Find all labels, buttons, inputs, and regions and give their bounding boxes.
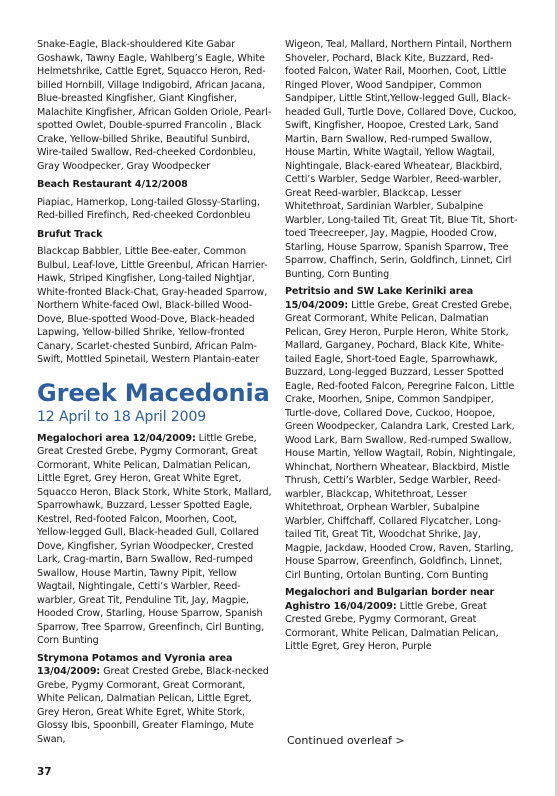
beach-restaurant-heading: Beach Restaurant 4/12/2008	[37, 179, 188, 190]
megalochori-border-heading: Megalochori and Bulgarian border near Aghistro 16/04/2009:	[285, 587, 495, 612]
continued-overleaf-note: Continued overleaf >	[287, 734, 405, 747]
beach-restaurant-species-list: Piapiac, Hamerkop, Long-tailed Glossy-Starling, Red-billed Firefinch, Red-cheeked Cordonbleu	[37, 196, 260, 221]
section-title: Greek Macedonia	[37, 378, 270, 407]
megalochori-species-list: Little Grebe, Great Crested Grebe, Pygmy Cormorant, Great Cormorant, White Pelican, Dalmatian Pelican, Little Egret, Grey Heron, Great White Egret, Squacco Heron, Black Stork, White Stork, Mallard, Sparrowhawk, Buzzard, Lesser Spotted Eagle, Kestrel, Red-footed Falcon, Moorhen, Coot, Yellow-legged Gull, Black-headed Gull, Collared Dove, Kingfisher, Syrian Woodpecker, Crested Lark, Crag-martin, Barn Swallow, Red-rumped Swallow, House Martin, Tawny Pipit, Yellow Wagtail, Nightingale, Cetti’s Warbler, Reed-warbler, Great Tit, Penduline Tit, Jay, Magpie, Hooded Crow, Starling, House Sparrow, Spanish Sparrow, Tree Sparrow, Greenfinch, Cirl Bunting, Corn Bunting	[37, 432, 272, 646]
left-column	[37, 38, 272, 746]
strymona-species-list: Great Crested Grebe, Black-necked Grebe, Pygmy Cormorant, Great Cormorant, White Pelican, Dalmatian Pelican, Little Egret, Grey Heron, Great White Egret, White Stork, Glossy Ibis, Spoonbill, Greater Flamingo, Mute Swan,	[37, 666, 269, 745]
right-column	[285, 38, 520, 654]
petritsio-heading: Petritsio and SW Lake Keriniki area 15/04/2009:	[285, 286, 474, 311]
petritsio-entry	[285, 285, 520, 582]
continuation-species-list: Wigeon, Teal, Mallard, Northern Pintail, Northern Shoveler, Pochard, Black Kite, Buzzard, Red-footed Falcon, Water Rail, Moorhen, Coot, Little Ringed Plover, Wood Sandpiper, Common Sandpiper, Little Stint,Yellow-legged Gull, Black-headed Gull, Turtle Dove, Collared Dove, Cuckoo, Swift, Kingfisher, Hoopoe, Crested Lark, Sand Martin, Barn Swallow, Red-rumped Swallow, House Martin, White Wagtail, Yellow Wagtail, Nightingale, Black-eared Wheatear, Blackbird, Cetti’s Warbler, Sedge Warbler, Reed-warbler, Great Reed-warbler, Blackcap, Lesser Whitethroat, Sardinian Warbler, Subalpine Warbler, Long-tailed Tit, Great Tit, Blue Tit, Short-toed Treecreeper, Jay, Magpie, Hooded Crow, Starling, House Sparrow, Spanish Sparrow, Tree Sparrow, Chaffinch, Serin, Goldfinch, Linnet, Cirl Bunting, Corn Bunting	[285, 39, 518, 280]
brufut-track-species-list: Blackcap Babbler, Little Bee-eater, Common Bulbul, Leaf-love, Little Greenbul, African Harrier-Hawk, Striped Kingfisher, Long-tailed Nightjar, White-fronted Black-Chat, Gray-headed Sparrow, Northern White-faced Owl, Black-billed Wood-Dove, Blue-spotted Wood-Dove, Black-headed Lapwing, Yellow-billed Shrike, Yellow-fronted Canary, Scarlet-chested Sunbird, African Palm-Swift, Mottled Spinetail, Western Plantain-eater	[37, 246, 268, 365]
strymona-heading: Strymona Potamos and Vyronia area 13/04/2009:	[37, 652, 233, 677]
intro-species-list: Snake-Eagle, Black-shouldered Kite Gabar Goshawk, Tawny Eagle, Wahlberg’s Eagle, White Helmetshrike, Cattle Egret, Squacco Heron, Red-billed Hornbill, Village Indigobird, African Jacana, Blue-breasted Kingfisher, Giant Kingfisher, Malachite Kingfisher, African Golden Oriole, Pearl-spotted Owlet, Double-spurred Francolin , Black Crake, Yellow-billed Shrike, Beautiful Sunbird, Wire-tailed Swallow, Red-cheeked Cordonbleu, Gray Woodpecker, Gray Woodpecker	[37, 39, 272, 172]
megalochori-heading: Megalochori area 12/04/2009:	[37, 432, 196, 444]
megalochori-border-species-list: Little Grebe, Great Crested Grebe, Pygmy Cormorant, Great Cormorant, White Pelican, Dalmatian Pelican, Little Egret, Grey Heron, Purple	[285, 600, 499, 652]
page-number: 37	[37, 766, 52, 778]
petritsio-species-list: Little Grebe, Great Crested Grebe, Great Cormorant, White Pelican, Dalmatian Pelican, Grey Heron, Purple Heron, White Stork, Mallard, Garganey, Pochard, Black Kite, White-tailed Eagle, Short-toed Eagle, Sparrowhawk, Buzzard, Long-legged Buzzard, Lesser Spotted Eagle, Red-footed Falcon, Peregrine Falcon, Little Crake, Moorhen, Snipe, Common Sandpiper, Turtle-dove, Collared Dove, Cuckoo, Hoopoe, Green Woodpecker, Calandra Lark, Crested Lark, Wood Lark, Barn Swallow, Red-rumped Swallow, House Martin, Yellow Wagtail, Robin, Nightingale, Whinchat, Northern Wheatear, Blackbird, Mistle Thrush, Cetti’s Warbler, Sedge Warbler, Reed-warbler, Blackcap, Whitethroat, Lesser Whitethroat, Orphean Warbler, Subalpine Warbler, Chiffchaff, Collared Flycatcher, Long-tailed Tit, Great Tit, Woodchat Shrike, Jay, Magpie, Jackdaw, Hooded Crow, Raven, Starling, House Sparrow, Greenfinch, Goldfinch, Linnet, Cirl Bunting, Ortolan Bunting, Corn Bunting	[285, 299, 516, 581]
strymona-entry	[37, 652, 272, 747]
megalochori-border-entry	[285, 586, 520, 654]
brufut-track-heading: Brufut Track	[37, 228, 103, 240]
megalochori-entry	[37, 432, 272, 648]
section-subtitle: 12 April to 18 April 2009	[37, 408, 207, 425]
